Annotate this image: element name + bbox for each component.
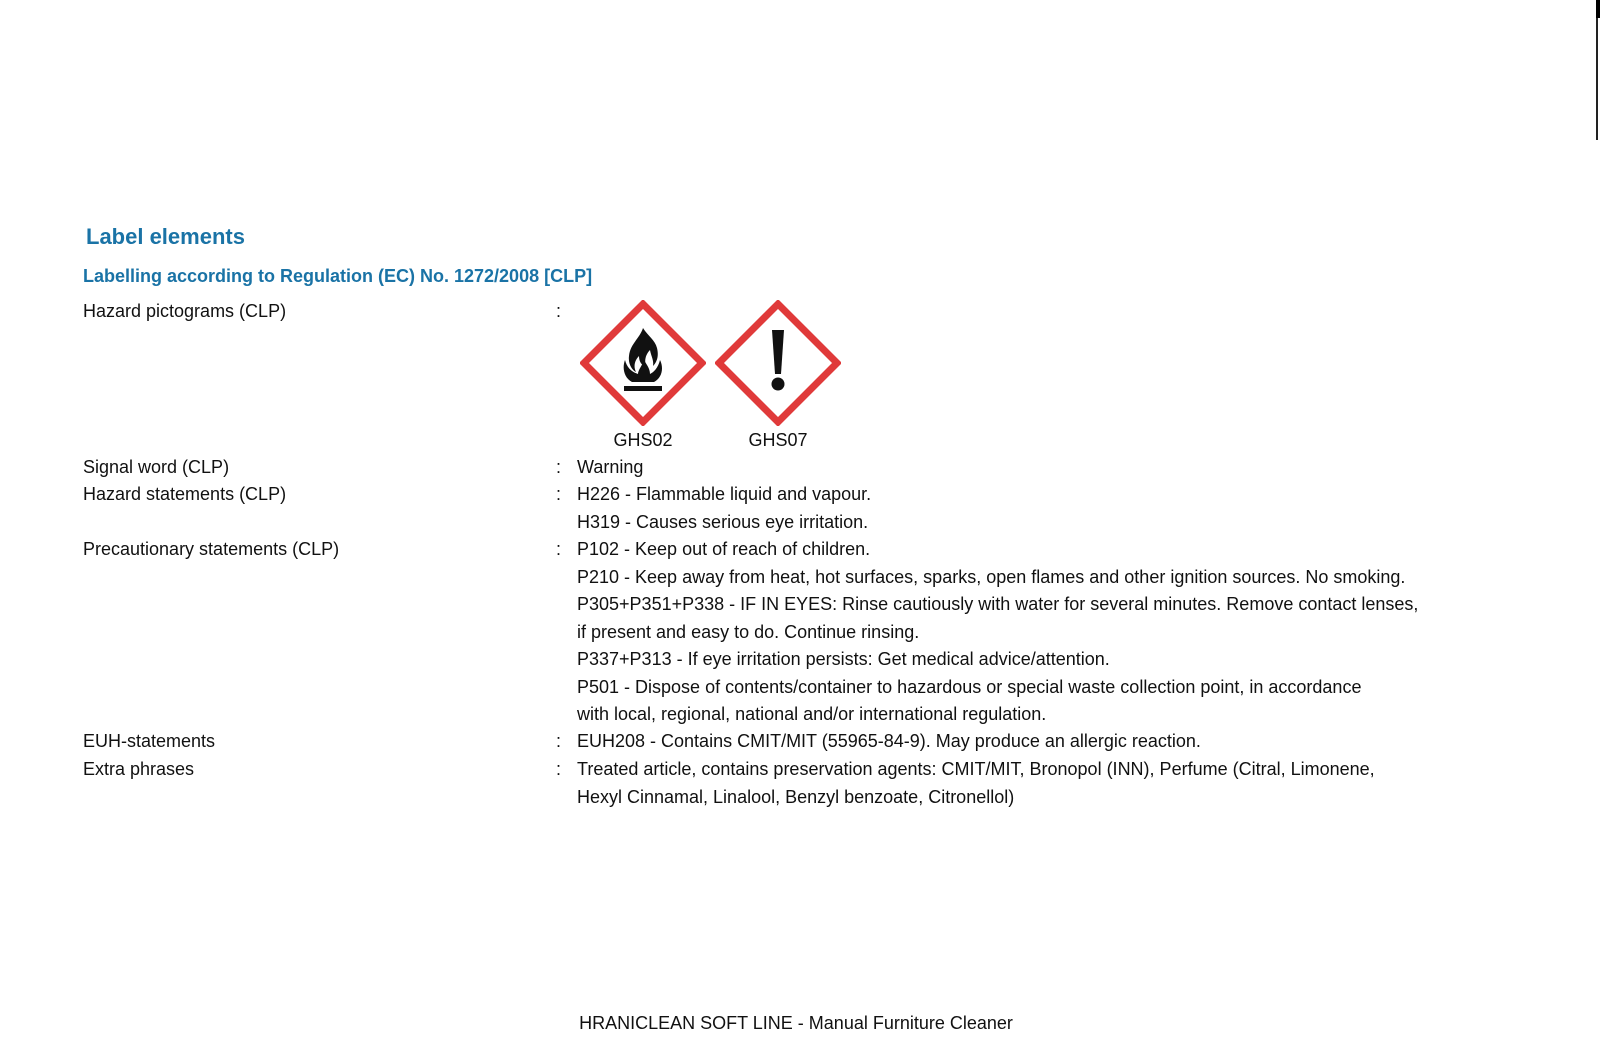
separator-colon: : — [556, 759, 562, 779]
extra-phrases-label: Extra phrases — [83, 759, 195, 779]
statement-line: with local, regional, national and/or international regulation. — [577, 704, 1047, 724]
statement-line: P210 - Keep away from heat, hot surfaces, sparks, open flames and other ignition sources. No smoking. — [577, 566, 1406, 587]
hazard-statements-list — [577, 481, 871, 536]
statement-line: H319 - Causes serious eye irritation. — [577, 511, 869, 532]
pictogram-ghs07 — [715, 300, 841, 426]
precautionary-statements-list — [577, 536, 1418, 729]
separator-colon: : — [556, 301, 562, 321]
euh-statements-label: EUH-statements — [83, 731, 216, 751]
signal-word-text: Warning — [577, 457, 644, 477]
statement-line: if present and easy to do. Continue rinsing. — [577, 621, 920, 642]
statement-line: P305+P351+P338 - IF IN EYES: Rinse cautiously with water for several minutes. Remove contact lenses, — [577, 594, 1419, 614]
euh-statements-list — [577, 728, 1201, 756]
section-title: Label elements — [86, 224, 245, 249]
statement-line: Treated article, contains preservation agents: CMIT/MIT, Bronopol (INN), Perfume (Citral, Limonene, — [577, 759, 1375, 779]
separator-colon: : — [556, 457, 562, 477]
pictogram-ghs02 — [580, 300, 706, 426]
flame-icon — [580, 300, 706, 426]
statement-line: EUH208 - Contains CMIT/MIT (55965-84-9). May produce an allergic reaction. — [577, 731, 1201, 751]
page-edge-line — [1596, 0, 1598, 140]
hazard-statements-label: Hazard statements (CLP) — [83, 484, 287, 504]
signal-word-label: Signal word (CLP) — [83, 457, 230, 477]
extra-phrases-list — [577, 756, 1375, 811]
statement-line: H226 - Flammable liquid and vapour. — [577, 484, 872, 504]
document-footer: HRANICLEAN SOFT LINE - Manual Furniture Cleaner — [579, 1013, 1013, 1033]
exclamation-mark-icon — [715, 300, 841, 426]
separator-colon: : — [556, 731, 562, 751]
separator-colon: : — [556, 539, 562, 559]
signal-word-value — [577, 454, 643, 482]
page-edge-mark — [1596, 0, 1600, 18]
statement-line: P337+P313 - If eye irritation persists: Get medical advice/attention. — [577, 649, 1110, 669]
section-subtitle: Labelling according to Regulation (EC) No. 1272/2008 [CLP] — [83, 266, 593, 286]
statement-line: P102 - Keep out of reach of children. — [577, 539, 871, 559]
separator-colon: : — [556, 484, 562, 504]
statement-line: Hexyl Cinnamal, Linalool, Benzyl benzoate, Citronellol) — [577, 786, 1015, 807]
statement-line: P501 - Dispose of contents/container to hazardous or special waste collection point, in accordance — [577, 676, 1362, 697]
hazard-pictograms-label: Hazard pictograms (CLP) — [83, 301, 287, 321]
pictogram-code-ghs07: GHS07 — [748, 430, 808, 450]
precautionary-statements-label: Precautionary statements (CLP) — [83, 539, 340, 559]
pictogram-code-ghs02: GHS02 — [613, 430, 673, 450]
